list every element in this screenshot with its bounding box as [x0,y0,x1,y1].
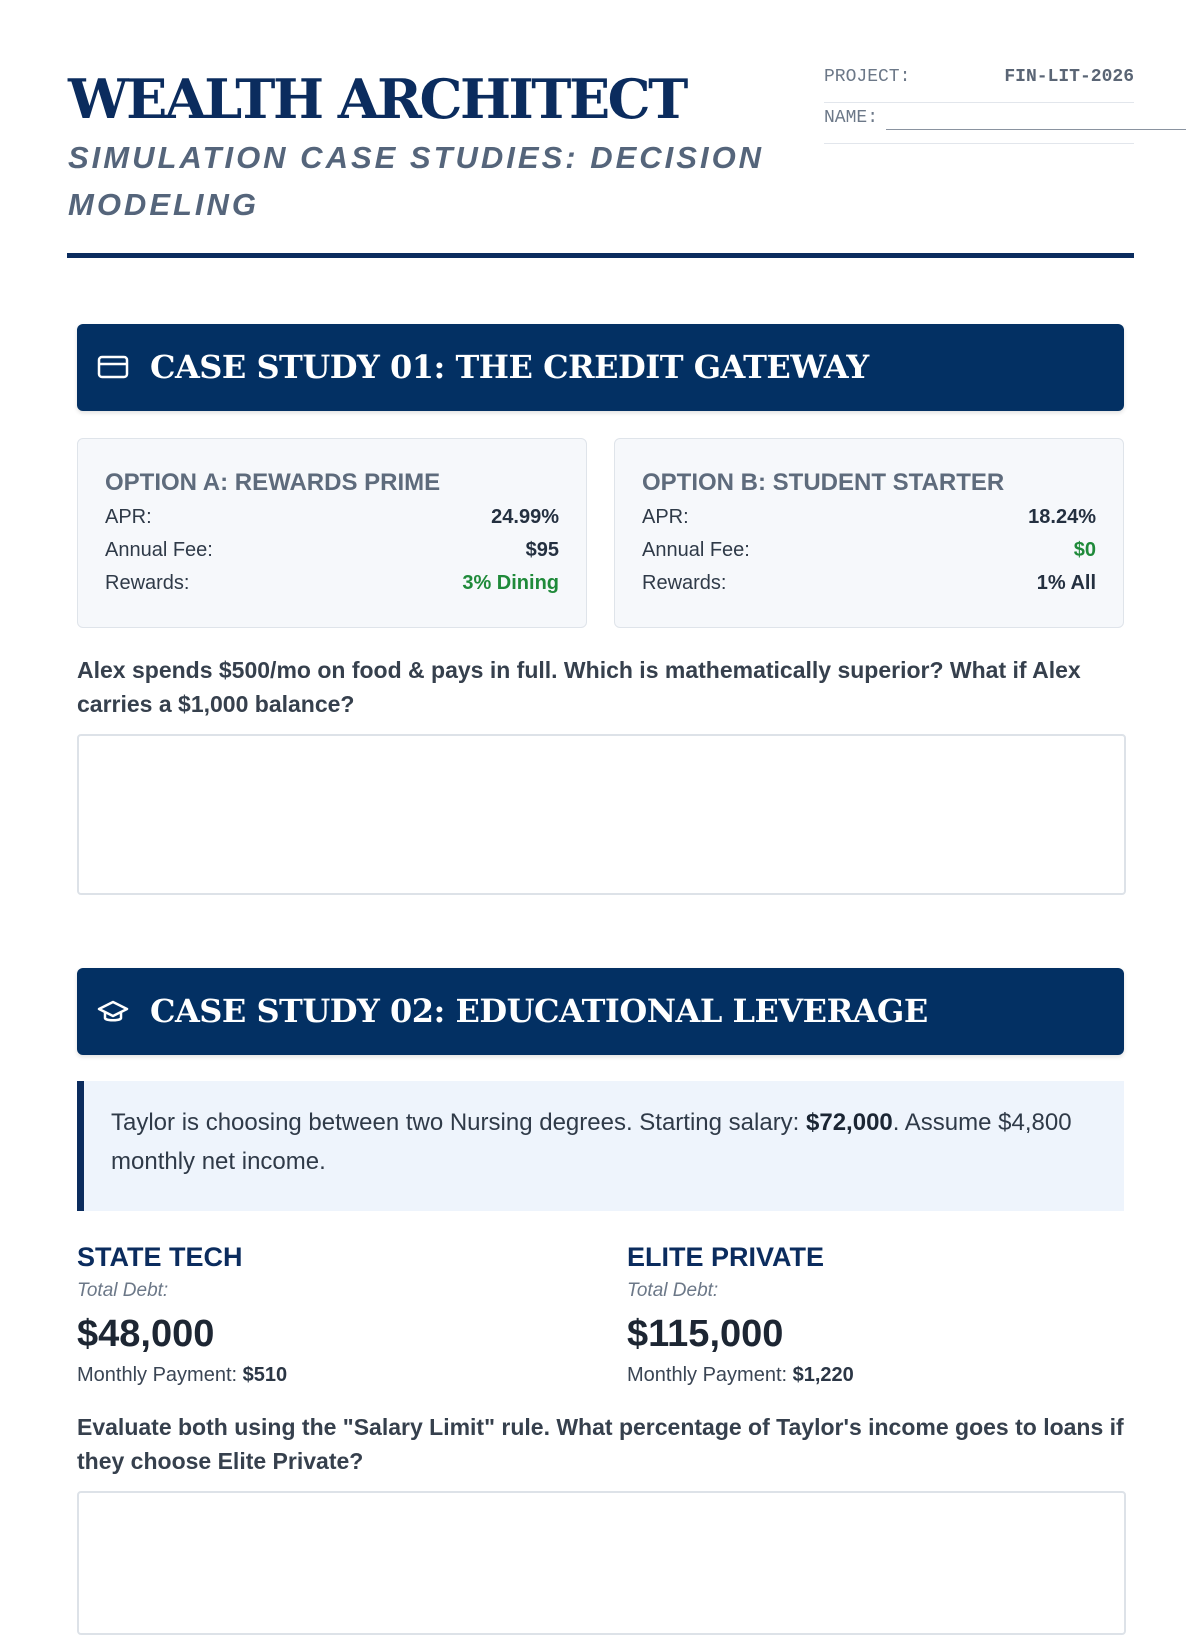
starting-salary: $72,000 [806,1109,893,1136]
option-b-card [614,438,1124,628]
monthly-payment-value: $1,220 [792,1364,854,1386]
scenario-intro: Taylor is choosing between two Nursing degrees. Starting salary: [111,1109,807,1136]
rewards-value: 3% Dining [462,572,559,594]
case-study-01-answer-box[interactable] [77,734,1126,895]
total-debt-label: Total Debt: [77,1280,169,1301]
option-a-fee-row [105,539,559,569]
scenario-net-income: . Assume $4,800 monthly net income. [111,1109,1072,1175]
monthly-payment-value: $510 [242,1364,288,1386]
case-study-02-question: Evaluate both using the "Salary Limit" rule. What percentage of Taylor's income goes to loans if they choose Elite Private? [77,1414,1124,1474]
state-tech-summary [77,1240,537,1388]
rewards-label: Rewards: [642,572,727,594]
total-debt-value: $115,000 [627,1313,784,1355]
annual-fee-label: Annual Fee: [105,539,213,561]
case-study-01-question: Alex spends $500/mo on food & pays in full. Which is mathematically superior? What if Alex carries a $1,000 balance? [77,657,1081,717]
option-a-apr-row [105,506,559,536]
page-subtitle: SIMULATION CASE STUDIES: DECISION MODELING [68,140,765,222]
apr-label: APR: [105,506,152,528]
header-divider [67,253,1134,258]
school-name: STATE TECH [77,1242,243,1272]
name-blank-line[interactable] [886,129,1186,130]
project-row [824,62,1134,103]
elite-private-summary [627,1240,1087,1388]
project-label: PROJECT: [824,67,911,87]
option-b-title: OPTION B: STUDENT STARTER [642,469,1005,496]
monthly-payment-label: Monthly Payment: [627,1364,793,1386]
monthly-payment-label: Monthly Payment: [77,1364,243,1386]
apr-label: APR: [642,506,689,528]
rewards-value: 1% All [1036,572,1096,594]
case-study-01-title: CASE STUDY 01: THE CREDIT GATEWAY [150,348,869,386]
case-study-02-title: CASE STUDY 02: EDUCATIONAL LEVERAGE [150,992,928,1030]
option-b-apr-row [642,506,1096,536]
option-b-fee-row [642,539,1096,569]
annual-fee-value: $0 [1073,539,1096,561]
school-name: ELITE PRIVATE [627,1242,825,1272]
scenario-callout [77,1081,1124,1211]
monthly-payment [627,1362,1087,1388]
total-debt-label: Total Debt: [627,1280,719,1301]
case-study-01-header [77,324,1124,411]
annual-fee-value: $95 [525,539,559,561]
apr-value: 18.24% [1028,506,1096,528]
option-b-rewards-row [642,572,1096,602]
case-study-02-header [77,968,1124,1055]
project-code: FIN-LIT-2026 [1004,67,1134,87]
annual-fee-label: Annual Fee: [642,539,750,561]
name-row [824,103,1134,144]
option-a-rewards-row [105,572,559,602]
case-study-02-answer-box[interactable] [77,1491,1126,1635]
student-info-block [824,62,1134,144]
credit-card-icon [97,353,129,381]
total-debt-value: $48,000 [77,1313,215,1355]
option-a-card [77,438,587,628]
page-title: WEALTH ARCHITECT [68,67,686,131]
rewards-label: Rewards: [105,572,190,594]
option-a-title: OPTION A: REWARDS PRIME [105,469,441,496]
monthly-payment [77,1362,537,1388]
scenario-text [111,1103,1101,1181]
graduation-cap-icon [97,997,129,1025]
apr-value: 24.99% [491,506,559,528]
name-label: NAME: [824,108,879,128]
